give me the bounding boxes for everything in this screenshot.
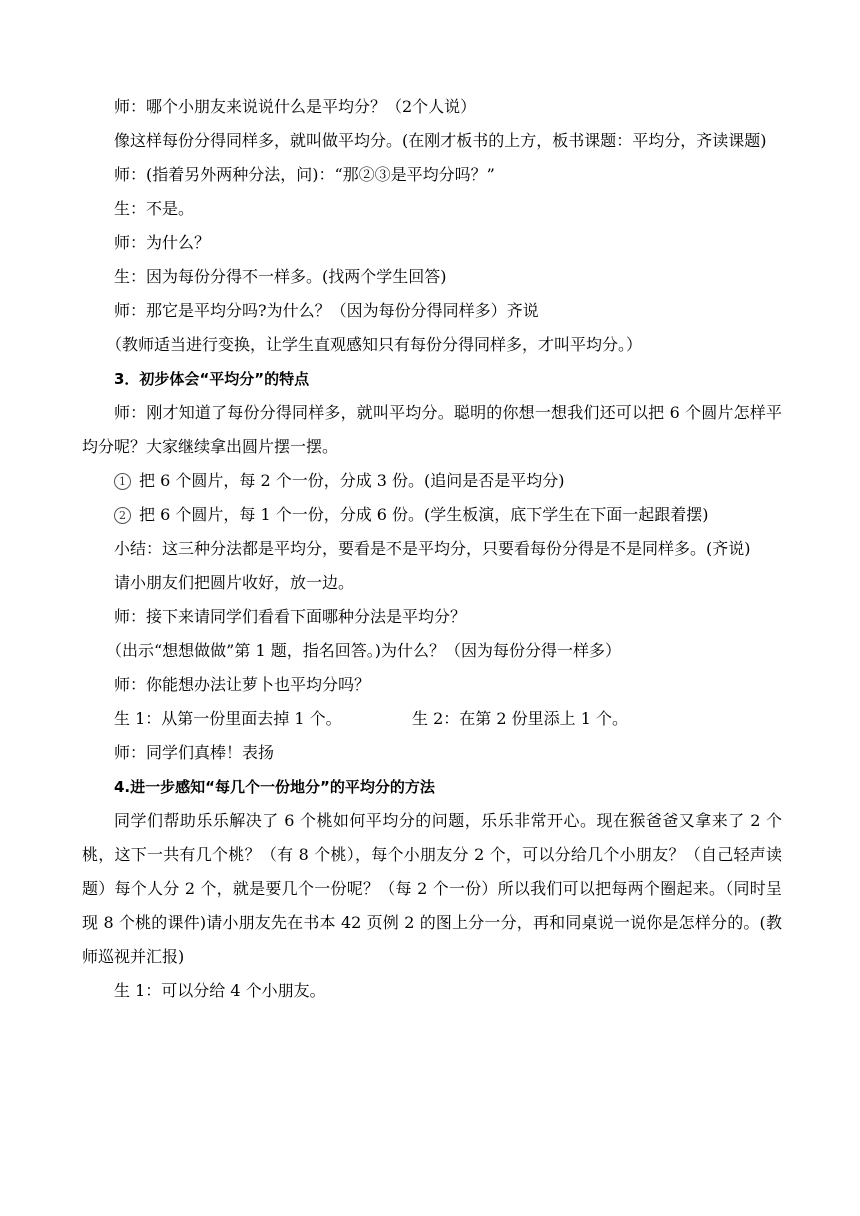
paragraph: 请小朋友们把圆片收好，放一边。 (114, 573, 355, 592)
paragraph: 师：接下来请同学们看看下面哪种分法是平均分？ (114, 607, 467, 626)
paragraph: 生：不是。 (114, 199, 195, 218)
paragraph: 师：同学们真棒！表扬 (114, 743, 275, 762)
paragraph: 生：因为每份分得不一样多。(找两个学生回答) (114, 267, 447, 286)
section-heading: 3．初步体会“平均分”的特点 (114, 370, 310, 388)
circled-number: 2 (114, 507, 131, 524)
paragraph: （教师适当进行变换，让学生直观感知只有每份分得同样多，才叫平均分。） (106, 335, 643, 354)
numbered-item (82, 464, 782, 498)
paragraph: 师：刚才知道了每份分得同样多，就叫平均分。聪明的你想一想我们还可以把 6 个圆片怎样平均分呢？大家继续拿出圆片摆一摆。 (82, 403, 782, 456)
paragraph: 师：那它是平均分吗?为什么？（因为每份分得同样多）齐说 (114, 301, 539, 320)
item-text: 把 6 个圆片，每 1 个一份，分成 6 份。(学生板演，底下学生在下面一起跟着摆) (139, 505, 709, 524)
paragraph: 同学们帮助乐乐解决了 6 个桃如何平均分的问题，乐乐非常开心。现在猴爸爸又拿来了 2 个桃，这下一共有几个桃？（有 8 个桃），每个小朋友分 2 个，可以分给几个小朋友？（自己轻声读题）每个人分 2 个，就是要几个一份呢？（每 2 个一份）所以我们可以把每两个圈起来。（同时呈现 8 个桃的课件)请小朋友先在书本 42 页例 2 的图上分一分，再和同桌说一说你是怎样分的。(教师巡视并汇报) (82, 811, 782, 966)
paragraph: 师：为什么？ (114, 233, 211, 252)
paragraph: 师：你能想办法让萝卜也平均分吗？ (114, 675, 371, 694)
item-text: 把 6 个圆片，每 2 个一份，分成 3 份。(追问是否是平均分) (139, 471, 565, 490)
paragraph: 师：哪个小朋友来说说什么是平均分？（2个人说） (114, 97, 477, 116)
document-page (82, 90, 782, 1008)
paragraph: （出示“想想做做”第 1 题，指名回答。)为什么？（因为每份分得一样多） (106, 641, 621, 660)
paragraph: 师：(指着另外两种分法，问)：“那②③是平均分吗？” (114, 165, 495, 184)
paragraph: 小结：这三种分法都是平均分，要看是不是平均分，只要看每份分得是不是同样多。(齐说) (114, 539, 751, 558)
answer-line (82, 702, 782, 736)
paragraph: 生 1：可以分给 4 个小朋友。 (114, 981, 326, 1000)
circled-number: 1 (114, 473, 131, 490)
section-heading: 4.进一步感知“每几个一份地分”的平均分的方法 (114, 778, 435, 796)
numbered-item (82, 498, 782, 532)
paragraph: 像这样每份分得同样多，就叫做平均分。(在刚才板书的上方，板书课题：平均分，齐读课题) (114, 131, 767, 150)
answer-2: 生 2：在第 2 份里添上 1 个。 (412, 709, 628, 728)
answer-1: 生 1：从第一份里面去掉 1 个。 (114, 709, 342, 728)
